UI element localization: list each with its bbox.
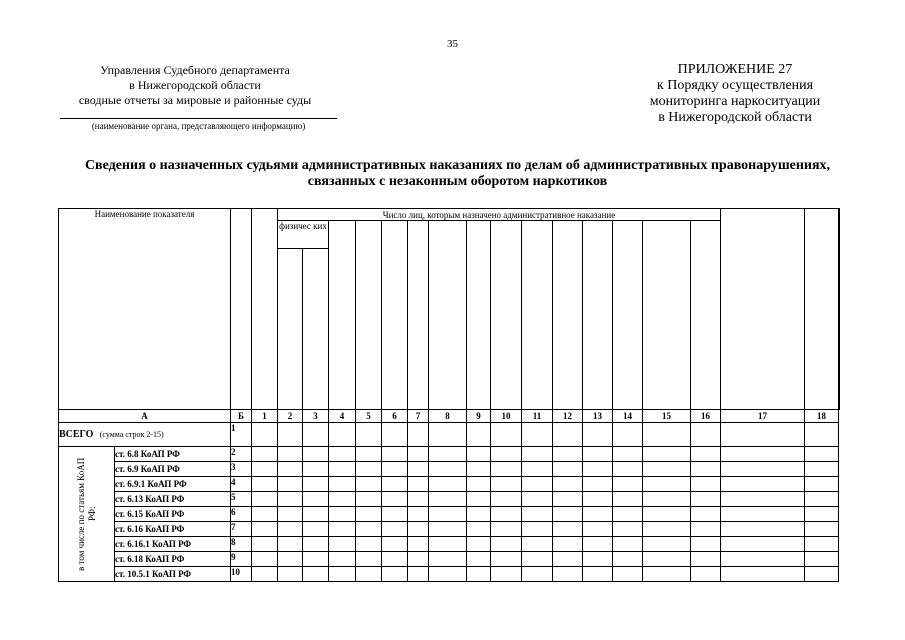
data-cell: [329, 447, 356, 462]
data-cell: [356, 462, 382, 477]
data-cell: [721, 552, 805, 567]
data-cell: [429, 537, 467, 552]
data-cell: [356, 537, 382, 552]
data-cell: [382, 522, 408, 537]
data-cell: [382, 447, 408, 462]
header-persons: Число лиц, которым назначено административное наказание: [278, 209, 721, 221]
data-cell: [583, 492, 613, 507]
data-cell: [329, 567, 356, 582]
data-cell: [467, 447, 491, 462]
data-cell: [613, 477, 643, 492]
header-considered: [252, 209, 278, 410]
data-cell: [303, 477, 329, 492]
article-label: ст. 6.9.1 КоАП РФ: [115, 477, 231, 492]
data-cell: [252, 537, 278, 552]
header-disqualification: [467, 221, 491, 410]
header-name: Наименование показателя: [59, 209, 231, 410]
data-cell: [408, 447, 429, 462]
data-cell: [491, 552, 522, 567]
data-cell: [522, 462, 553, 477]
data-cell: [522, 537, 553, 552]
data-cell: [805, 522, 839, 537]
data-cell: [691, 492, 721, 507]
data-cell: [643, 477, 691, 492]
data-cell: [553, 492, 583, 507]
table-row: [59, 447, 840, 462]
data-cell: [329, 537, 356, 552]
data-cell: [382, 507, 408, 522]
article-label: ст. 6.16 КоАП РФ: [115, 522, 231, 537]
data-cell: [583, 507, 613, 522]
header-confiscation-main: [553, 221, 583, 410]
title-line-1: Сведения о назначенных судьями административных наказаниях по делам об административных правонарушениях,: [84, 158, 831, 173]
data-cell: [278, 477, 303, 492]
data-cell: [613, 522, 643, 537]
data-cell: [553, 477, 583, 492]
data-cell: [583, 522, 613, 537]
data-cell: [721, 522, 805, 537]
data-cell: [303, 462, 329, 477]
table-row: [59, 552, 840, 567]
row-number: 1: [231, 423, 252, 447]
data-cell: [356, 507, 382, 522]
data-cell: [721, 462, 805, 477]
data-cell: [252, 507, 278, 522]
data-cell: [613, 537, 643, 552]
data-cell: [721, 447, 805, 462]
data-cell: [382, 552, 408, 567]
data-cell: [491, 507, 522, 522]
data-cell: [467, 522, 491, 537]
header-suspension: [491, 221, 522, 410]
signature-line: [60, 118, 337, 119]
header-deprivation: [429, 221, 467, 410]
data-cell: [467, 567, 491, 582]
header-deprivation-add: [643, 221, 691, 410]
data-cell: [408, 462, 429, 477]
table-row: [59, 477, 840, 492]
data-cell: [408, 492, 429, 507]
data-cell: [491, 567, 522, 582]
data-cell: [805, 477, 839, 492]
data-cell: [303, 552, 329, 567]
data-cell: [429, 477, 467, 492]
appendix-line-1: ПРИЛОЖЕНИЕ 27: [677, 62, 793, 77]
data-cell: [613, 507, 643, 522]
appendix-line-3: мониторинга наркоситуации: [649, 94, 821, 109]
data-cell: [252, 552, 278, 567]
data-cell: [691, 447, 721, 462]
data-cell: [805, 447, 839, 462]
data-cell: [553, 522, 583, 537]
data-cell: [721, 567, 805, 582]
data-cell: [329, 552, 356, 567]
data-cell: [805, 492, 839, 507]
data-cell: [583, 447, 613, 462]
data-cell: [408, 522, 429, 537]
data-cell: [303, 507, 329, 522]
data-cell: [329, 462, 356, 477]
data-cell: [303, 537, 329, 552]
header-confiscation-add: [613, 221, 643, 410]
data-cell: [252, 492, 278, 507]
data-cell: [613, 462, 643, 477]
data-cell: [329, 507, 356, 522]
data-cell: [805, 567, 839, 582]
data-cell: [408, 567, 429, 582]
data-cell: [643, 567, 691, 582]
row-number: 6: [231, 507, 252, 522]
data-cell: [252, 477, 278, 492]
data-cell: [691, 507, 721, 522]
page-number: 35: [447, 38, 458, 50]
data-cell: [522, 492, 553, 507]
data-cell: [467, 492, 491, 507]
data-cell: [691, 552, 721, 567]
data-cell: [691, 537, 721, 552]
data-cell: [278, 447, 303, 462]
data-cell: [583, 567, 613, 582]
data-cell: [805, 552, 839, 567]
side-label: в том числе по статьям КоАП РФ:: [59, 447, 115, 582]
data-cell: [553, 507, 583, 522]
row-number: 5: [231, 492, 252, 507]
data-cell: [721, 492, 805, 507]
row-number: 8: [231, 537, 252, 552]
data-cell: [467, 552, 491, 567]
document-title: [40, 158, 875, 190]
data-cell: [408, 537, 429, 552]
article-label: ст. 6.18 КоАП РФ: [115, 552, 231, 567]
data-cell: [491, 522, 522, 537]
data-cell: [408, 552, 429, 567]
org-line-3: сводные отчеты за мировые и районные суды: [78, 93, 312, 107]
data-cell: [356, 492, 382, 507]
table-row: [59, 537, 840, 552]
header-fine: [382, 221, 408, 410]
data-cell: [429, 507, 467, 522]
data-cell: [329, 492, 356, 507]
row-number: 9: [231, 552, 252, 567]
header-total: [278, 249, 303, 410]
header-obliged: [839, 209, 840, 410]
data-cell: [491, 492, 522, 507]
appendix-block: [600, 62, 870, 126]
header-expulsion-main: [522, 221, 553, 410]
data-cell: [467, 537, 491, 552]
data-cell: [408, 507, 429, 522]
column-letters-row: А Б 1 2 3 4 5 6 7 8 9 10 11 12 13 14 15 16 17 18: [59, 410, 840, 423]
table-row: [59, 492, 840, 507]
data-cell: [721, 507, 805, 522]
total-note: (сумма строк 2-15): [99, 430, 164, 439]
org-caption: (наименование органа, представляющего информацию): [91, 121, 306, 131]
data-cell: [408, 477, 429, 492]
data-cell: [691, 522, 721, 537]
data-cell: [522, 552, 553, 567]
appendix-line-2: к Порядку осуществления: [656, 78, 814, 93]
data-cell: [522, 522, 553, 537]
data-cell: [303, 492, 329, 507]
data-cell: [643, 492, 691, 507]
data-cell: [691, 477, 721, 492]
data-cell: [429, 567, 467, 582]
data-cell: [805, 507, 839, 522]
report-table: [58, 208, 840, 582]
data-cell: [491, 477, 522, 492]
data-cell: [613, 492, 643, 507]
data-cell: [303, 567, 329, 582]
data-cell: [329, 477, 356, 492]
data-cell: [429, 552, 467, 567]
article-label: ст. 6.8 КоАП РФ: [115, 447, 231, 462]
data-cell: [429, 522, 467, 537]
organization-block: [60, 63, 330, 108]
data-cell: [467, 477, 491, 492]
data-cell: [522, 507, 553, 522]
data-cell: [643, 447, 691, 462]
data-cell: [522, 447, 553, 462]
data-cell: [382, 537, 408, 552]
data-cell: [721, 477, 805, 492]
data-cell: [382, 567, 408, 582]
data-cell: [278, 507, 303, 522]
data-cell: [356, 552, 382, 567]
data-cell: [429, 462, 467, 477]
total-row: [59, 423, 840, 447]
data-cell: [429, 447, 467, 462]
header-physical: физичес ких: [278, 221, 329, 249]
header-legal: [329, 221, 356, 410]
header-expulsion-add: [583, 221, 613, 410]
data-cell: [278, 522, 303, 537]
data-cell: [583, 537, 613, 552]
data-cell: [805, 462, 839, 477]
data-cell: [252, 447, 278, 462]
data-cell: [382, 462, 408, 477]
data-cell: [643, 537, 691, 552]
article-label: ст. 6.13 КоАП РФ: [115, 492, 231, 507]
org-line-1: Управления Судебного департамента: [100, 63, 290, 77]
data-cell: [522, 567, 553, 582]
data-cell: [721, 537, 805, 552]
data-cell: [643, 552, 691, 567]
data-cell: [278, 492, 303, 507]
data-cell: [583, 552, 613, 567]
data-cell: [252, 522, 278, 537]
data-cell: [491, 537, 522, 552]
title-line-2: связанных с незаконным оборотом наркотиков: [307, 174, 608, 189]
data-cell: [691, 462, 721, 477]
data-cell: [553, 567, 583, 582]
article-label: ст. 6.15 КоАП РФ: [115, 507, 231, 522]
row-number: 4: [231, 477, 252, 492]
data-cell: [805, 537, 839, 552]
data-cell: [382, 477, 408, 492]
header-rownum: [231, 209, 252, 410]
data-cell: [278, 552, 303, 567]
header-fines-sum: [721, 209, 805, 410]
row-number: 2: [231, 447, 252, 462]
table-row: [59, 567, 840, 582]
data-cell: [553, 552, 583, 567]
data-cell: [522, 477, 553, 492]
data-cell: [491, 462, 522, 477]
row-number: 7: [231, 522, 252, 537]
data-cell: [356, 447, 382, 462]
header-foreign: [303, 249, 329, 410]
data-cell: [553, 462, 583, 477]
data-cell: [613, 567, 643, 582]
data-cell: [329, 522, 356, 537]
table-row: [59, 462, 840, 477]
data-cell: [553, 447, 583, 462]
header-fines-paid: [805, 209, 839, 410]
data-cell: [278, 462, 303, 477]
data-cell: [467, 462, 491, 477]
appendix-line-4: в Нижегородской области: [658, 110, 812, 125]
data-cell: [429, 492, 467, 507]
article-label: ст. 6.16.1 КоАП РФ: [115, 537, 231, 552]
data-cell: [252, 567, 278, 582]
data-cell: [356, 522, 382, 537]
header-warning: [356, 221, 382, 410]
data-cell: [303, 522, 329, 537]
data-cell: [356, 567, 382, 582]
data-cell: [613, 552, 643, 567]
data-cell: [613, 447, 643, 462]
data-cell: [643, 462, 691, 477]
data-cell: [583, 477, 613, 492]
data-cell: [491, 447, 522, 462]
data-cell: [643, 507, 691, 522]
table-row: [59, 522, 840, 537]
article-label: ст. 10.5.1 КоАП РФ: [115, 567, 231, 582]
data-cell: [252, 462, 278, 477]
data-cell: [583, 462, 613, 477]
data-cell: [278, 537, 303, 552]
data-cell: [356, 477, 382, 492]
data-cell: [467, 507, 491, 522]
data-cell: [553, 537, 583, 552]
data-cell: [382, 492, 408, 507]
header-arrest: [408, 221, 429, 410]
data-cell: [691, 567, 721, 582]
row-number: 3: [231, 462, 252, 477]
total-label: ВСЕГО: [59, 429, 94, 440]
table-row: [59, 507, 840, 522]
article-label: ст. 6.9 КоАП РФ: [115, 462, 231, 477]
row-number: 10: [231, 567, 252, 582]
data-cell: [303, 447, 329, 462]
data-cell: [643, 522, 691, 537]
org-line-2: в Нижегородской области: [129, 78, 261, 92]
data-cell: [278, 567, 303, 582]
